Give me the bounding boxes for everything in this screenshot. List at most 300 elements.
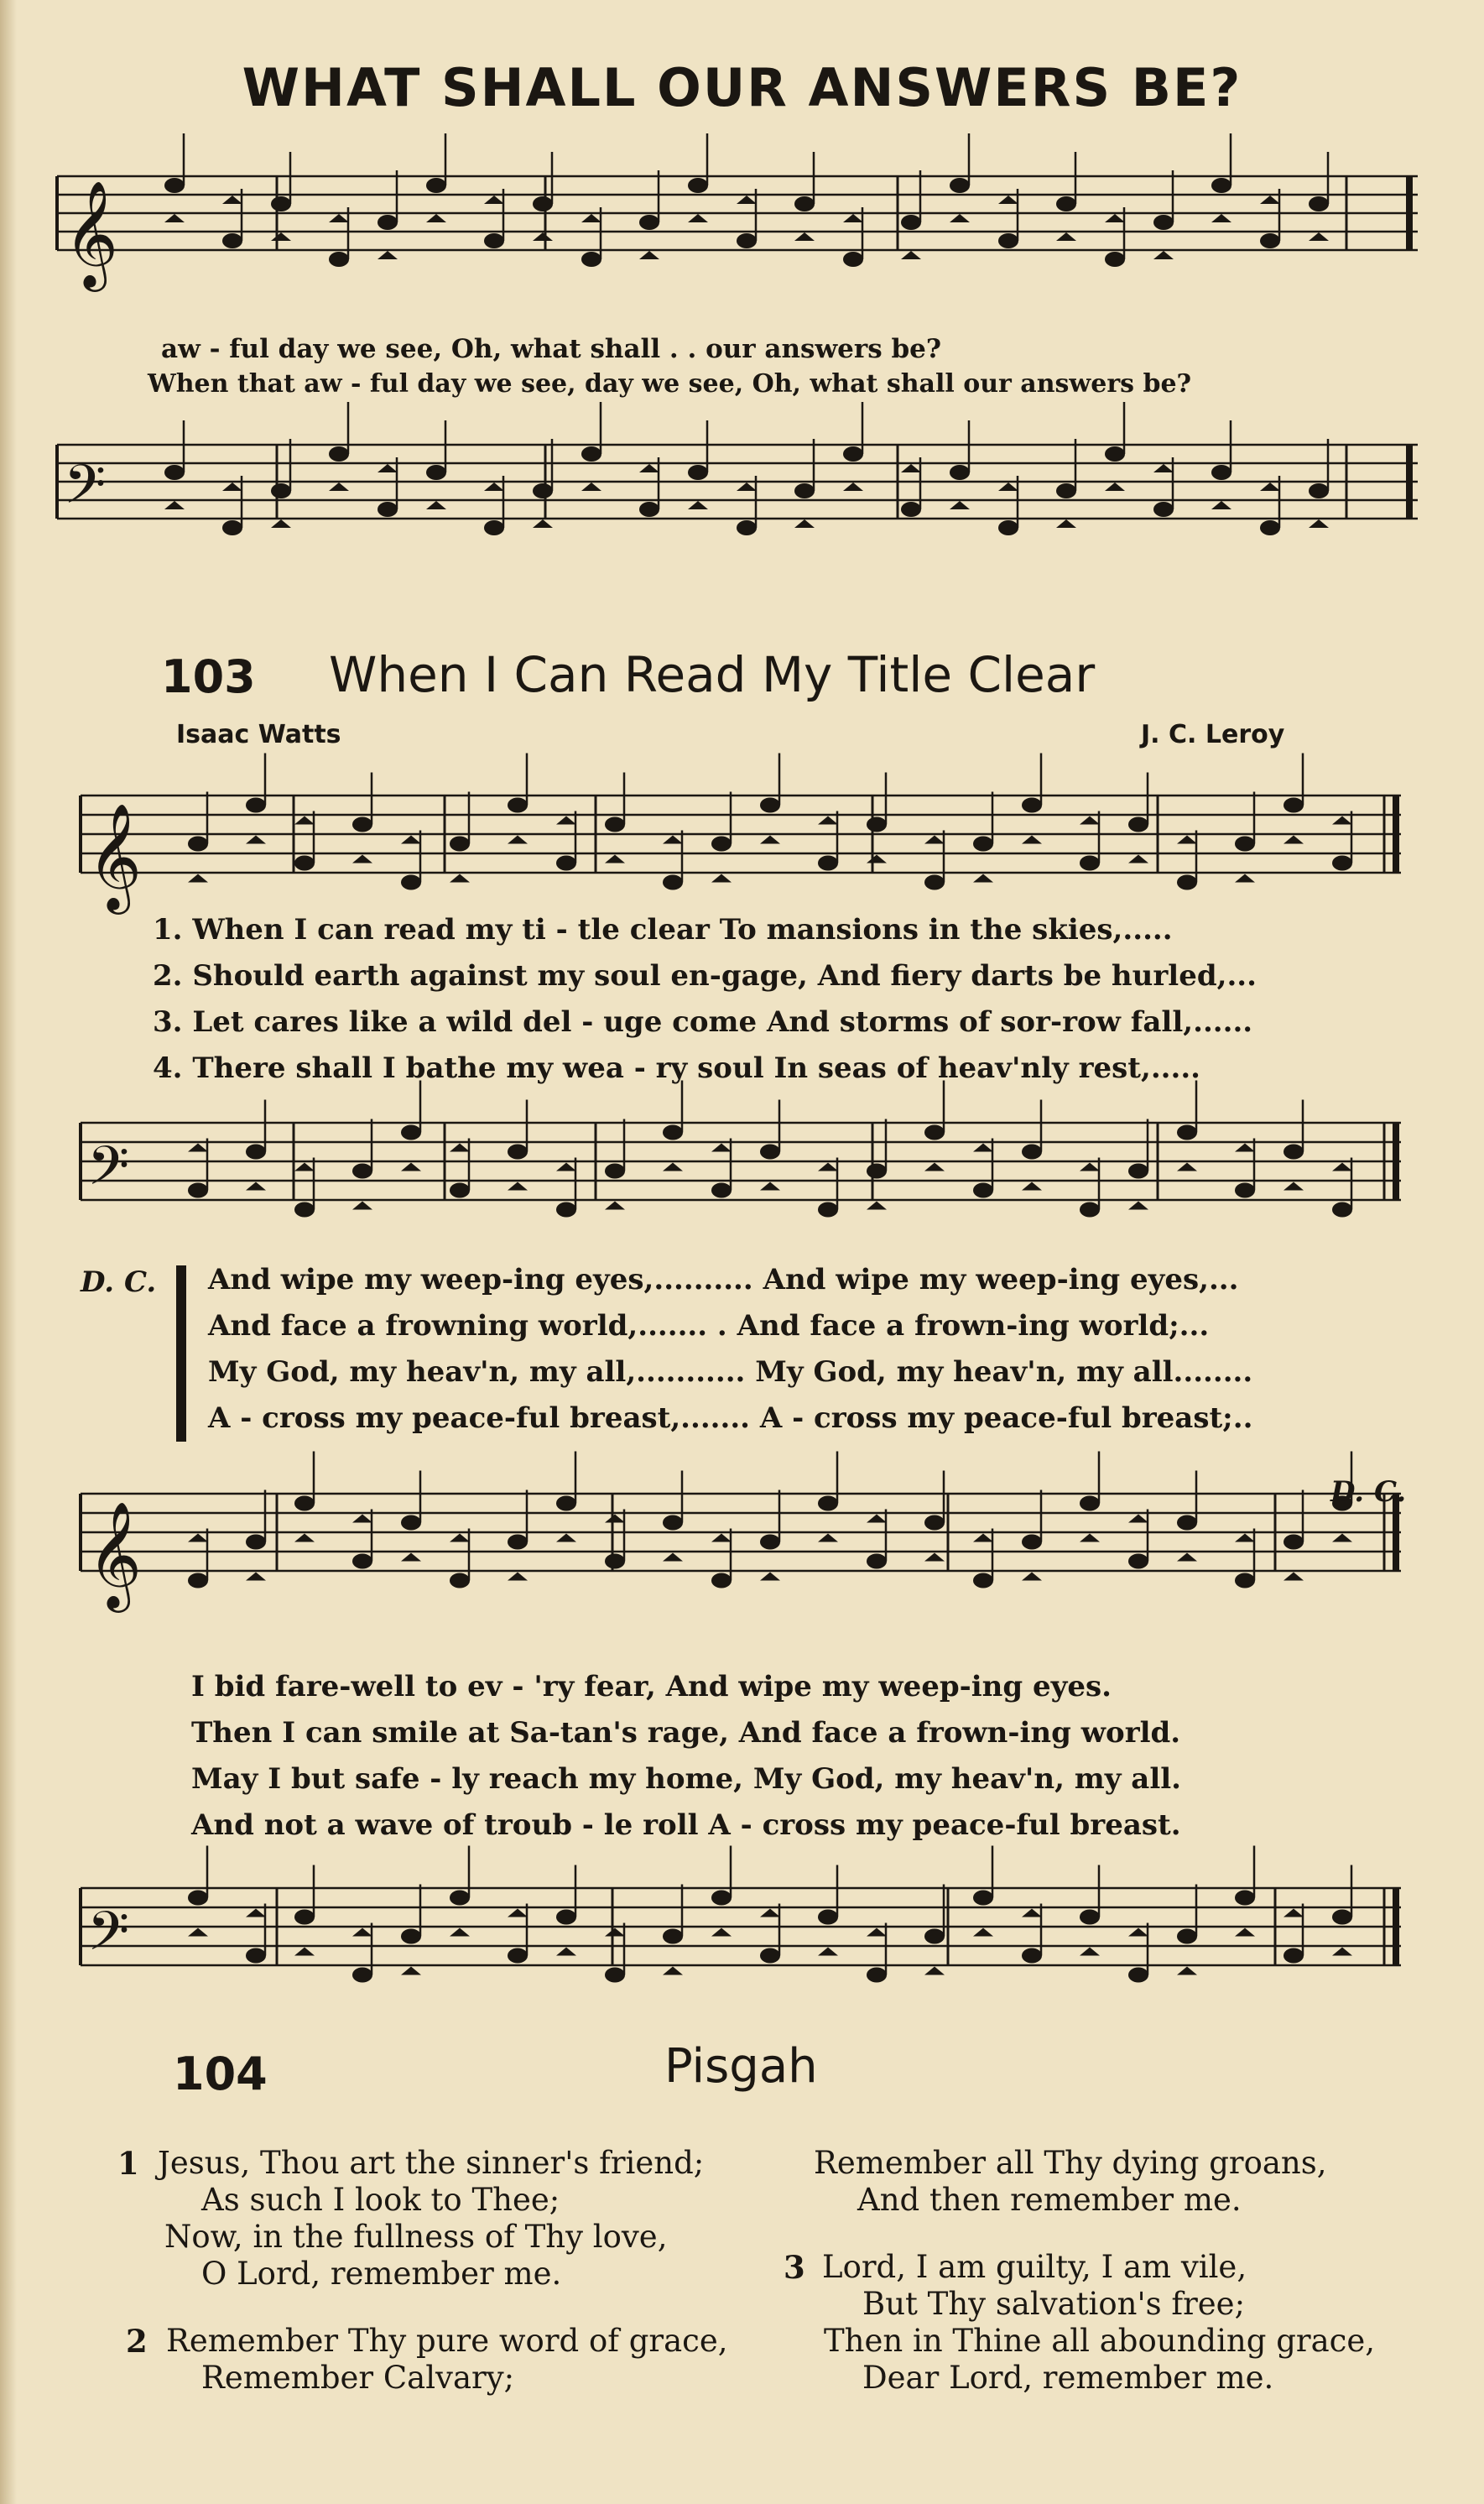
shape-note — [1080, 1948, 1100, 1956]
note-head — [426, 178, 446, 193]
note-head — [973, 1573, 993, 1588]
shape-note — [1235, 1144, 1255, 1152]
note-head — [294, 1202, 315, 1218]
note-head — [901, 215, 921, 230]
dc-bracket — [176, 1265, 186, 1442]
note-head — [760, 1535, 780, 1550]
shape-note — [1080, 1163, 1100, 1171]
note-head — [294, 856, 315, 871]
shape-note — [1080, 1534, 1100, 1542]
note-head — [639, 215, 659, 230]
hymn-103-verse-2-part-2: Then I can smile at Sa-tan's rage, And face a frown-ing world. — [191, 1716, 1181, 1750]
note-head — [1284, 1535, 1304, 1550]
shape-note — [426, 214, 446, 222]
note-head — [688, 178, 708, 193]
shape-note — [294, 1163, 315, 1171]
note-head — [401, 1929, 421, 1944]
shape-note — [1153, 464, 1174, 472]
shape-note — [246, 1573, 266, 1581]
note-head — [1235, 1891, 1255, 1906]
shape-note — [867, 1515, 887, 1523]
hymn-103-verse-1-part-1: 1. When I can read my ti - tle clear To mansions in the skies,..... — [153, 913, 1173, 947]
note-head — [605, 1968, 625, 1983]
note-head — [188, 1183, 208, 1198]
note-head — [924, 1929, 945, 1944]
shape-note — [1235, 1928, 1255, 1937]
shape-note — [1056, 232, 1076, 241]
shape-note — [794, 232, 815, 241]
note-head — [1080, 1202, 1100, 1218]
hymn-103-verse-4-part-1: 4. There shall I bathe my wea - ry soul In seas of heav'nly rest,..... — [153, 1051, 1201, 1085]
note-head — [556, 1910, 576, 1925]
shape-note — [639, 464, 659, 472]
shape-note — [818, 816, 838, 825]
shape-note — [1177, 836, 1197, 844]
stanza-1-number: 1 — [117, 2145, 139, 2182]
shape-note — [737, 196, 757, 204]
shape-note — [294, 816, 315, 825]
note-head — [867, 1968, 887, 1983]
shape-note — [450, 1144, 470, 1152]
shape-note — [352, 1515, 372, 1523]
shape-note — [352, 1202, 372, 1210]
shape-note — [688, 501, 708, 509]
note-head — [1235, 1183, 1255, 1198]
bass-clef: 𝄢 — [87, 1901, 130, 1976]
shape-note — [688, 214, 708, 222]
shape-note — [378, 464, 398, 472]
note-head — [329, 252, 349, 267]
note-head — [1235, 1573, 1255, 1588]
hymn-104-title: Pisgah — [664, 2039, 818, 2094]
shape-note — [1332, 1163, 1352, 1171]
note-head — [818, 1910, 838, 1925]
shape-note — [352, 1928, 372, 1937]
note-head — [450, 1891, 470, 1906]
shape-note — [352, 855, 372, 863]
note-head — [867, 1554, 887, 1569]
shape-note — [426, 501, 446, 509]
shape-note — [1080, 816, 1100, 825]
note-head — [401, 875, 421, 890]
shape-note — [1309, 232, 1329, 241]
shape-note — [998, 483, 1018, 491]
shape-note — [639, 251, 659, 259]
note-head — [1022, 1948, 1042, 1964]
treble-clef: 𝄞 — [87, 802, 143, 910]
shape-note — [605, 855, 625, 863]
shape-note — [1284, 1573, 1304, 1581]
note-head — [352, 817, 372, 832]
note-head — [663, 1929, 683, 1944]
note-head — [818, 856, 838, 871]
note-head — [556, 856, 576, 871]
fragment-lyric-line-2: When that aw - ful day we see, day we see, Oh, what shall our answers be? — [148, 369, 1192, 399]
shape-note — [1284, 1909, 1304, 1917]
stanza-3-line-2: But Thy salvation's free; — [862, 2286, 1246, 2322]
shape-note — [711, 1928, 732, 1937]
shape-note — [508, 1573, 528, 1581]
shape-note — [1332, 816, 1352, 825]
note-head — [1177, 1125, 1197, 1140]
note-head — [508, 1948, 528, 1964]
shape-note — [1260, 196, 1280, 204]
stanza-1-line-1: Jesus, Thou art the sinner's friend; — [158, 2145, 705, 2181]
note-head — [581, 252, 601, 267]
hymn-103-verse-1-part-2: I bid fare-well to ev - 'ry fear, And wipe my weep-ing eyes. — [191, 1670, 1112, 1703]
shape-note — [533, 519, 553, 528]
note-head — [760, 1948, 780, 1964]
note-head — [1235, 837, 1255, 852]
shape-note — [950, 501, 970, 509]
note-head — [294, 1910, 315, 1925]
shape-note — [901, 251, 921, 259]
note-head — [222, 520, 242, 535]
note-head — [605, 817, 625, 832]
note-head — [1080, 1496, 1100, 1511]
shape-note — [760, 1909, 780, 1917]
shape-note — [1022, 1909, 1042, 1917]
shape-note — [1022, 1573, 1042, 1581]
stanza-2-line-1: Remember Thy pure word of grace, — [166, 2323, 728, 2359]
shape-note — [581, 483, 601, 491]
shape-note — [950, 214, 970, 222]
note-head — [1056, 196, 1076, 211]
shape-note — [188, 1534, 208, 1542]
shape-note — [1260, 483, 1280, 491]
shape-note — [711, 1144, 732, 1152]
shape-note — [998, 196, 1018, 204]
shape-note — [1309, 519, 1329, 528]
shape-note — [1211, 214, 1231, 222]
shape-note — [1153, 251, 1174, 259]
shape-note — [1128, 855, 1148, 863]
note-head — [663, 875, 683, 890]
note-head — [1022, 798, 1042, 813]
shape-note — [329, 483, 349, 491]
shape-note — [760, 1573, 780, 1581]
note-head — [760, 798, 780, 813]
note-head — [401, 1125, 421, 1140]
note-head — [484, 520, 504, 535]
note-head — [998, 233, 1018, 248]
shape-note — [188, 1928, 208, 1937]
note-head — [1211, 178, 1231, 193]
hymn-103-number: 103 — [161, 650, 256, 703]
shape-note — [867, 1928, 887, 1937]
note-head — [401, 1515, 421, 1531]
note-head — [1080, 1910, 1100, 1925]
note-head — [378, 502, 398, 517]
note-head — [1105, 252, 1125, 267]
dc-line-2: And face a frowning world,....... . And face a frown-ing world;... — [208, 1309, 1210, 1343]
hymn-103-lyricist: Isaac Watts — [176, 720, 341, 749]
note-head — [556, 1496, 576, 1511]
note-head — [508, 1535, 528, 1550]
note-head — [1177, 1515, 1197, 1531]
hymn-103-title: When I Can Read My Title Clear — [329, 646, 1096, 703]
shape-note — [737, 483, 757, 491]
shape-note — [1235, 1534, 1255, 1542]
note-head — [711, 1573, 732, 1588]
note-head — [1128, 1164, 1148, 1179]
shape-note — [246, 1182, 266, 1191]
shape-note — [1284, 1182, 1304, 1191]
shape-note — [663, 1967, 683, 1975]
note-head — [508, 798, 528, 813]
note-head — [818, 1202, 838, 1218]
note-head — [794, 483, 815, 498]
note-head — [1153, 502, 1174, 517]
note-head — [1260, 520, 1280, 535]
shape-note — [1105, 483, 1125, 491]
shape-note — [901, 464, 921, 472]
note-head — [605, 1554, 625, 1569]
note-head — [484, 233, 504, 248]
note-head — [508, 1145, 528, 1160]
shape-note — [1177, 1967, 1197, 1975]
note-head — [950, 465, 970, 480]
shape-note — [924, 1967, 945, 1975]
shape-note — [924, 1163, 945, 1171]
treble-clef: 𝄞 — [87, 1500, 143, 1608]
bass-clef: 𝄢 — [64, 454, 107, 529]
shape-note — [605, 1202, 625, 1210]
shape-note — [508, 1182, 528, 1191]
shape-note — [188, 874, 208, 883]
note-head — [1332, 856, 1352, 871]
note-head — [973, 837, 993, 852]
shape-note — [556, 1948, 576, 1956]
note-head — [998, 520, 1018, 535]
note-head — [352, 1164, 372, 1179]
shape-note — [818, 1948, 838, 1956]
note-head — [924, 1515, 945, 1531]
shape-note — [1128, 1928, 1148, 1937]
note-head — [711, 1891, 732, 1906]
note-head — [794, 196, 815, 211]
shape-note — [1332, 1948, 1352, 1956]
shape-note — [533, 232, 553, 241]
note-head — [1284, 798, 1304, 813]
shape-note — [1235, 874, 1255, 883]
shape-note — [1128, 1515, 1148, 1523]
shape-note — [508, 836, 528, 844]
shape-note — [1105, 214, 1125, 222]
stanza-1-line-3: Now, in the fullness of Thy love, — [164, 2219, 668, 2255]
note-head — [246, 1535, 266, 1550]
note-head — [1128, 817, 1148, 832]
stanza-3-line-4: Dear Lord, remember me. — [862, 2360, 1274, 2396]
shape-note — [1022, 1182, 1042, 1191]
shape-note — [818, 1163, 838, 1171]
note-head — [533, 483, 553, 498]
note-head — [1284, 1145, 1304, 1160]
shape-note — [867, 855, 887, 863]
shape-note — [973, 874, 993, 883]
dc-mark: D. C. — [1330, 1475, 1407, 1509]
note-head — [867, 817, 887, 832]
note-head — [1105, 446, 1125, 462]
shape-note — [605, 1515, 625, 1523]
shape-note — [1022, 836, 1042, 844]
hymn-103-verse-2-part-1: 2. Should earth against my soul en-gage, And fiery darts be hurled,... — [153, 959, 1257, 993]
note-head — [450, 1183, 470, 1198]
note-head — [164, 465, 185, 480]
note-head — [1022, 1145, 1042, 1160]
shape-note — [556, 816, 576, 825]
shape-note — [1211, 501, 1231, 509]
hymn-103-verse-3-part-2: May I but safe - ly reach my home, My God, my heav'n, my all. — [191, 1762, 1182, 1796]
shape-note — [329, 214, 349, 222]
fragment-title: WHAT SHALL OUR ANSWERS BE? — [242, 57, 1242, 118]
dc-label: D. C. — [81, 1265, 157, 1299]
shape-note — [222, 483, 242, 491]
stanza-3-line-1: Lord, I am guilty, I am vile, — [822, 2249, 1247, 2285]
shape-note — [294, 1534, 315, 1542]
note-head — [533, 196, 553, 211]
note-head — [1177, 1929, 1197, 1944]
shape-note — [711, 1534, 732, 1542]
note-head — [581, 446, 601, 462]
fragment-lyric-line-1: aw - ful day we see, Oh, what shall . . our answers be? — [161, 334, 942, 364]
note-head — [1022, 1535, 1042, 1550]
note-head — [271, 483, 291, 498]
stanza-2-number: 2 — [126, 2323, 148, 2360]
shape-note — [164, 214, 185, 222]
shape-note — [450, 1534, 470, 1542]
shape-note — [401, 1967, 421, 1975]
stanza-2-line-3: Remember all Thy dying groans, — [814, 2145, 1327, 2181]
dc-line-3: My God, my heav'n, my all,........... My God, my heav'n, my all........ — [208, 1355, 1253, 1389]
shape-note — [711, 874, 732, 883]
note-head — [688, 465, 708, 480]
note-head — [1284, 1948, 1304, 1964]
treble-clef: 𝄞 — [64, 180, 119, 287]
shape-note — [818, 1534, 838, 1542]
note-head — [1260, 233, 1280, 248]
hymn-103-verse-4-part-2: And not a wave of troub - le roll A - cross my peace-ful breast. — [191, 1808, 1181, 1842]
note-head — [246, 798, 266, 813]
note-head — [843, 446, 863, 462]
shape-note — [246, 1909, 266, 1917]
shape-note — [663, 1163, 683, 1171]
dc-line-1: And wipe my weep-ing eyes,.......... And wipe my weep-ing eyes,... — [208, 1263, 1239, 1296]
note-head — [1309, 196, 1329, 211]
note-head — [711, 1183, 732, 1198]
shape-note — [294, 1948, 315, 1956]
shape-note — [1177, 1553, 1197, 1562]
shape-note — [271, 232, 291, 241]
note-head — [329, 446, 349, 462]
shape-note — [581, 214, 601, 222]
shape-note — [378, 251, 398, 259]
shape-note — [973, 1144, 993, 1152]
note-head — [901, 502, 921, 517]
note-head — [556, 1202, 576, 1218]
hymn-103-verse-3-part-1: 3. Let cares like a wild del - uge come And storms of sor-row fall,...... — [153, 1005, 1253, 1039]
shape-note — [794, 519, 815, 528]
stanza-3-line-3: Then in Thine all abounding grace, — [824, 2323, 1376, 2359]
shape-note — [924, 836, 945, 844]
note-head — [1080, 856, 1100, 871]
note-head — [188, 1891, 208, 1906]
shape-note — [973, 1534, 993, 1542]
note-head — [1128, 1968, 1148, 1983]
shape-note — [663, 1553, 683, 1562]
note-head — [663, 1125, 683, 1140]
note-head — [843, 252, 863, 267]
note-head — [1128, 1554, 1148, 1569]
shape-note — [760, 836, 780, 844]
shape-note — [484, 483, 504, 491]
note-head — [188, 1573, 208, 1588]
note-head — [867, 1164, 887, 1179]
note-head — [1332, 1910, 1352, 1925]
shape-note — [924, 1553, 945, 1562]
note-head — [222, 233, 242, 248]
dc-line-4: A - cross my peace-ful breast,....... A - cross my peace-ful breast;.. — [208, 1401, 1253, 1435]
note-head — [1309, 483, 1329, 498]
shape-note — [508, 1909, 528, 1917]
note-head — [1056, 483, 1076, 498]
shape-note — [663, 836, 683, 844]
shape-note — [271, 519, 291, 528]
shape-note — [843, 483, 863, 491]
note-head — [378, 215, 398, 230]
note-head — [663, 1515, 683, 1531]
note-head — [760, 1145, 780, 1160]
shape-note — [867, 1202, 887, 1210]
note-head — [973, 1891, 993, 1906]
note-head — [426, 465, 446, 480]
note-head — [1211, 465, 1231, 480]
shape-note — [760, 1182, 780, 1191]
shape-note — [973, 1928, 993, 1937]
bass-clef: 𝄢 — [87, 1135, 130, 1211]
stanza-2-line-2: Remember Calvary; — [201, 2360, 515, 2396]
note-head — [352, 1968, 372, 1983]
shape-note — [1177, 1163, 1197, 1171]
note-head — [818, 1496, 838, 1511]
note-head — [450, 1573, 470, 1588]
shape-note — [401, 1553, 421, 1562]
shape-note — [484, 196, 504, 204]
shape-note — [605, 1928, 625, 1937]
note-head — [271, 196, 291, 211]
stanza-1-line-2: As such I look to Thee; — [201, 2182, 560, 2218]
shape-note — [188, 1144, 208, 1152]
note-head — [924, 1125, 945, 1140]
shape-note — [450, 1928, 470, 1937]
note-head — [246, 1145, 266, 1160]
shape-note — [1056, 519, 1076, 528]
shape-note — [401, 836, 421, 844]
note-head — [1177, 875, 1197, 890]
stanza-2-line-4: And then remember me. — [857, 2182, 1242, 2218]
hymn-104-number: 104 — [173, 2048, 268, 2100]
note-head — [1332, 1202, 1352, 1218]
shape-note — [246, 836, 266, 844]
shape-note — [843, 214, 863, 222]
stanza-1-line-4: O Lord, remember me. — [201, 2256, 562, 2292]
shape-note — [1128, 1202, 1148, 1210]
note-head — [711, 837, 732, 852]
shape-note — [1332, 1534, 1352, 1542]
note-head — [639, 502, 659, 517]
shape-note — [556, 1534, 576, 1542]
shape-note — [450, 874, 470, 883]
